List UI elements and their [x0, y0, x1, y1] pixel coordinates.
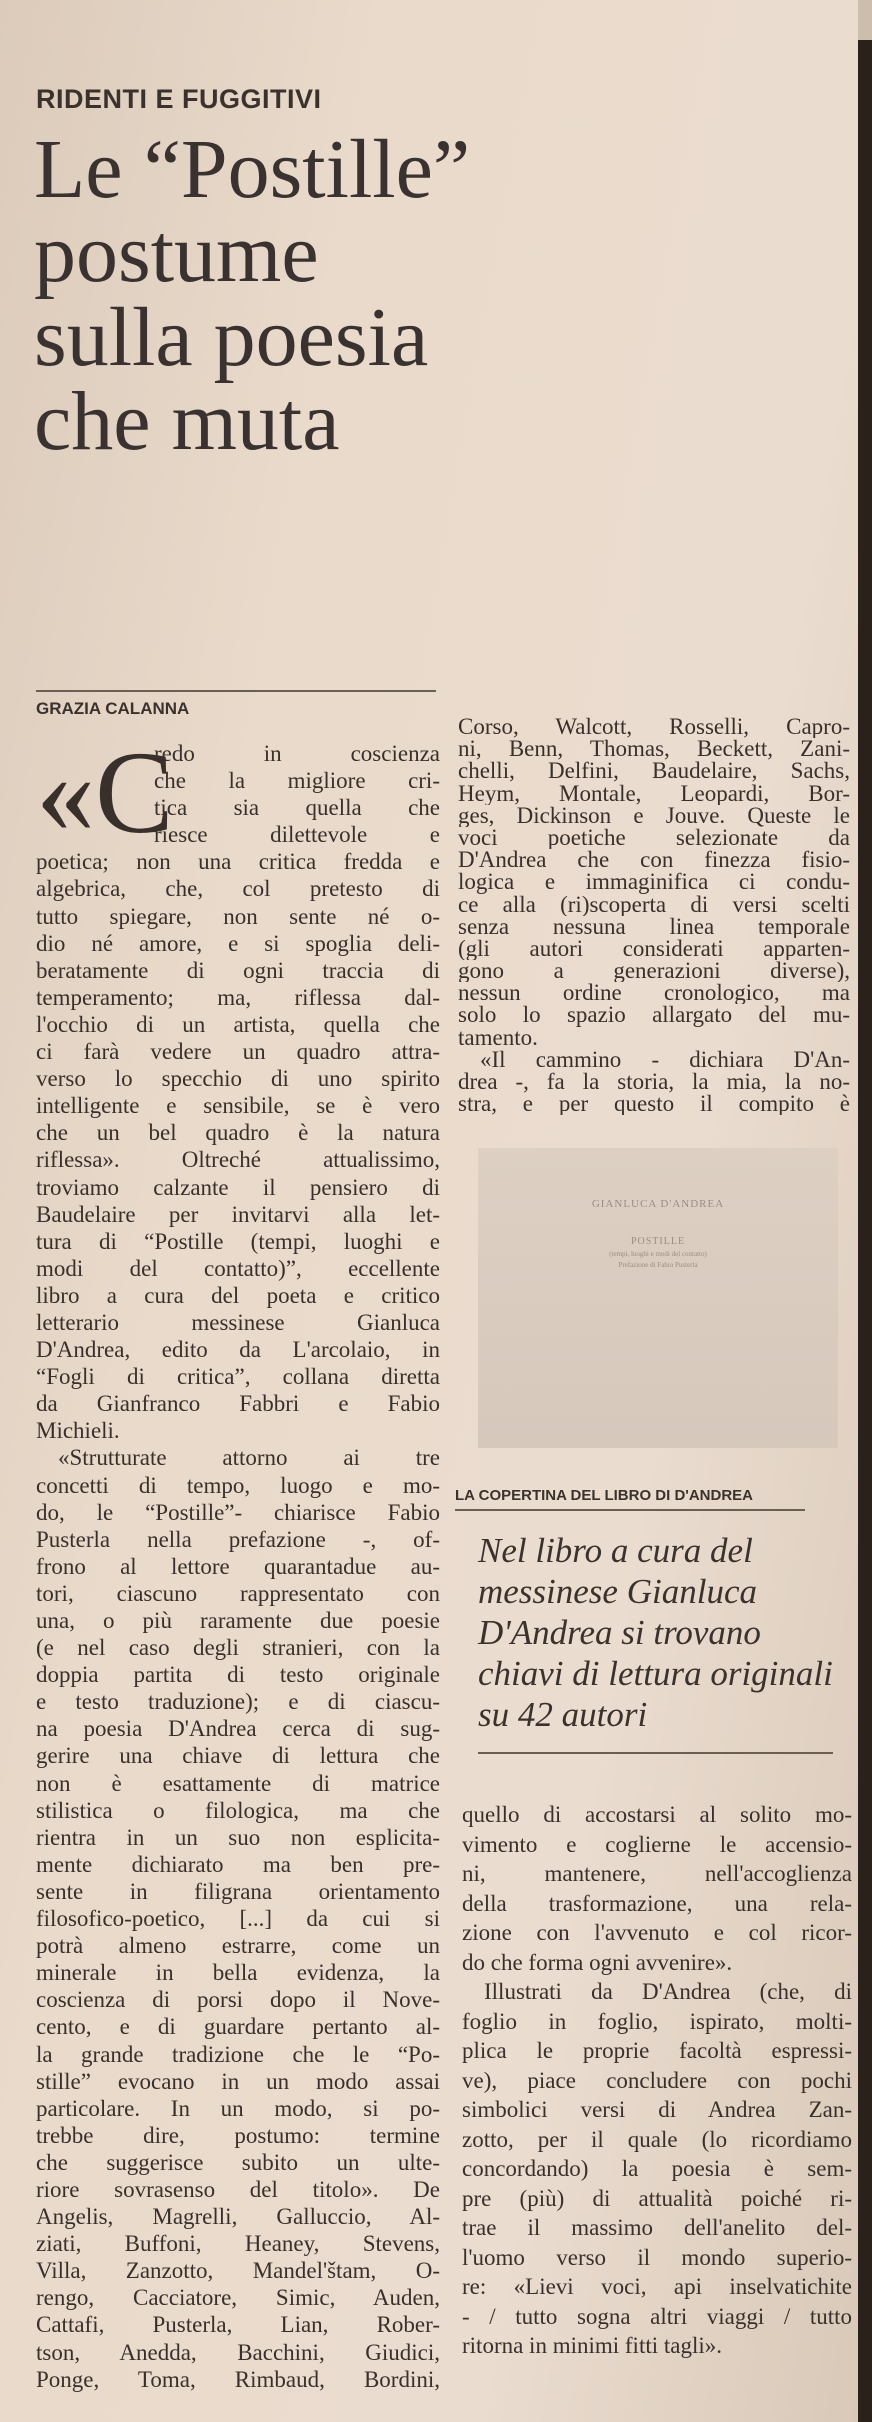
book-cover-image: [478, 1148, 838, 1448]
pull-quote: [478, 1530, 833, 1735]
text-line: solo lo spazio allargato del mu-: [458, 1004, 850, 1027]
text-line: gerire una chiave di lettura che: [36, 1743, 440, 1769]
text-line: Villa, Zanzotto, Mandel'štam, O-: [36, 2258, 440, 2284]
text-line: riore sovrasenso del titolo». De: [36, 2176, 440, 2202]
text-line: stra, e per questo il compito è: [458, 1093, 850, 1116]
text-line: la grande tradizione che le “Po-: [36, 2041, 440, 2067]
text-line: concordando) la poesia è sem-: [462, 2156, 852, 2181]
text-line: D'Andrea che con finezza fisio-: [458, 849, 850, 872]
text-line: do che forma ogni avvenire».: [462, 1949, 733, 1975]
text-line: potrà almeno estrarre, come un: [36, 1933, 440, 1959]
byline: GRAZIA CALANNA: [36, 699, 190, 718]
text-line: che suggerisce subito un ulte-: [36, 2149, 440, 2175]
text-line: redo in coscienza: [154, 741, 440, 766]
text-line: intelligente e sensibile, se è vero: [36, 1093, 440, 1119]
text-line: ni, mantenere, nell'accoglienza: [462, 1861, 852, 1886]
text-line: che un bel quadro è la natura: [36, 1120, 440, 1146]
text-line: pre (più) di attualità poiché ri-: [462, 2185, 852, 2211]
cover-author: GIANLUCA D'ANDREA: [591, 1198, 725, 1210]
text-line: tamento.: [458, 1026, 538, 1049]
text-line: da Gianfranco Fabbri e Fabio: [36, 1391, 440, 1417]
drop-cap: «C: [36, 727, 174, 858]
pull-quote-line: D'Andrea si trovano: [478, 1613, 761, 1652]
text-line: voci poetiche selezionate da: [458, 826, 850, 850]
text-line: D'Andrea, edito da L'arcolaio, in: [36, 1337, 440, 1363]
text-line: “Fogli di critica”, collana diretta: [36, 1364, 440, 1390]
text-line: cento, e di guardare pertanto al-: [36, 2014, 440, 2040]
text-line: «Il cammino - dichiara D'An-: [480, 1048, 850, 1071]
text-line: modi del contatto)”, eccellente: [36, 1255, 440, 1281]
cover-preface: Prefazione di Fabio Pusterla: [618, 1261, 698, 1269]
text-line: trae il massimo dell'anelito del-: [462, 2215, 852, 2240]
text-line: re: «Lievi voci, api inselvatichite: [462, 2274, 852, 2299]
pull-quote-rule: [478, 1752, 833, 1754]
text-line: tutto spiegare, non sente né o-: [36, 903, 440, 929]
text-line: rengo, Cacciatore, Simic, Auden,: [36, 2285, 440, 2311]
text-line: l'uomo verso il mondo superio-: [462, 2244, 852, 2270]
section-kicker: RIDENTI E FUGGITIVI: [36, 84, 322, 114]
right-column-bottom: [462, 1800, 852, 2361]
text-line: verso lo specchio di uno spirito: [36, 1066, 440, 1092]
text-line: tori, ciascuno rappresentato con: [36, 1580, 440, 1606]
headline-line: che muta: [34, 375, 340, 468]
text-line: riesce dilettevole e: [154, 822, 440, 848]
text-line: ci farà vedere un quadro attra-: [36, 1039, 440, 1065]
pull-quote-line: messinese Gianluca: [478, 1572, 757, 1611]
text-line: filosofico-poetico, [...] da cui si: [36, 1906, 440, 1932]
text-line: do, le “Postille”- chiarisce Fabio: [36, 1499, 440, 1525]
text-line: dio né amore, e si spoglia deli-: [36, 930, 440, 956]
text-line: Cattafi, Pusterla, Lian, Rober-: [36, 2312, 440, 2338]
text-line: Pusterla nella prefazione -, of-: [36, 1526, 440, 1552]
text-line: una, o più raramente due poesie: [36, 1608, 440, 1633]
text-line: Corso, Walcott, Rosselli, Capro-: [458, 716, 850, 739]
paragraph: [462, 1800, 852, 1977]
text-line: troviamo calzante il pensiero di: [36, 1174, 440, 1200]
paragraph: [36, 727, 440, 1444]
text-line: ve), piace concludere con pochi: [462, 2067, 852, 2093]
byline-rule: [36, 690, 436, 692]
text-line: minerale in bella evidenza, la: [36, 1960, 440, 1986]
text-line: trebbe dire, postumo: termine: [36, 2122, 440, 2148]
text-line: riflessa». Oltreché attualissimo,: [36, 1147, 440, 1173]
text-line: ziati, Buffoni, Heaney, Stevens,: [36, 2231, 440, 2257]
text-line: logica e immaginifica ci condu-: [458, 871, 850, 894]
text-line: algebrica, che, col pretesto di: [36, 876, 440, 902]
text-line: ritorna in minimi fitti tagli».: [462, 2333, 722, 2358]
text-line: na poesia D'Andrea cerca di sug-: [36, 1716, 440, 1742]
text-line: frono al lettore quarantadue au-: [36, 1553, 440, 1579]
text-line: doppia partita di testo originale: [36, 1662, 440, 1688]
pull-quote-line: su 42 autori: [478, 1695, 648, 1734]
text-line: zione con l'avvenuto e col ricor-: [462, 1920, 852, 1945]
text-line: libro a cura del poeta e critico: [36, 1282, 440, 1308]
headline-line: Le “Postille”: [34, 123, 471, 216]
text-line: vimento e coglierne le accensio-: [462, 1831, 852, 1857]
right-column-top: [458, 716, 850, 1115]
text-line: non è esattamente di matrice: [36, 1770, 440, 1796]
text-line: (e nel caso degli stranieri, con la: [36, 1635, 440, 1661]
text-line: plica le proprie facoltà espressi-: [462, 2038, 852, 2063]
text-line: particolare. In un modo, si po-: [36, 2095, 440, 2121]
headline-line: sulla poesia: [34, 291, 429, 384]
text-line: beratamente di ogni traccia di: [36, 957, 440, 983]
text-line: Ponge, Toma, Rimbaud, Bordini,: [36, 2366, 440, 2392]
text-line: ni, Benn, Thomas, Beckett, Zani-: [458, 738, 850, 761]
text-line: coscienza di porsi dopo il Nove-: [36, 1987, 440, 2013]
text-line: temperamento; ma, riflessa dal-: [36, 984, 440, 1010]
text-line: Illustrati da D'Andrea (che, di: [484, 1979, 852, 2004]
text-line: stilistica o filologica, ma che: [36, 1797, 440, 1823]
text-line: senza nessuna linea temporale: [458, 915, 850, 938]
headline-line: postume: [34, 207, 319, 300]
text-line: gono a generazioni diverse),: [458, 960, 850, 983]
text-line: nessun ordine cronologico, ma: [458, 982, 850, 1005]
text-line: simbolici versi di Andrea Zan-: [462, 2097, 852, 2122]
caption-rule: [455, 1509, 805, 1511]
text-line: - / tutto sogna altri viaggi / tutto: [462, 2303, 852, 2329]
text-line: Michieli.: [36, 1418, 120, 1444]
paragraph: [462, 1977, 852, 2361]
text-line: zotto, per il quale (lo ricordiamo: [462, 2126, 852, 2152]
text-line: concetti di tempo, luogo e mo-: [36, 1472, 440, 1498]
left-column: [36, 727, 440, 2393]
paragraph: [458, 716, 850, 1049]
text-line: l'occhio di un artista, quella che: [36, 1011, 440, 1037]
text-line: stille” evocano in un modo assai: [36, 2068, 440, 2094]
text-line: ce alla (ri)scoperta di versi scelti: [458, 893, 850, 916]
text-line: e testo traduzione); e di ciascu-: [36, 1689, 440, 1715]
text-line: chelli, Delfini, Baudelaire, Sachs,: [458, 760, 850, 783]
headline: [34, 123, 471, 468]
paragraph: [36, 1444, 440, 2392]
text-line: «Strutturate attorno ai tre: [58, 1445, 440, 1471]
text-line: tura di “Postille (tempi, luoghi e: [36, 1228, 440, 1254]
text-line: drea -, fa la storia, la mia, la no-: [458, 1071, 850, 1094]
image-caption: LA COPERTINA DEL LIBRO DI D'ANDREA: [455, 1487, 754, 1504]
text-line: Angelis, Magrelli, Galluccio, Al-: [36, 2204, 440, 2230]
text-line: Baudelaire per invitarvi alla let-: [36, 1201, 440, 1227]
text-line: quello di accostarsi al solito mo-: [462, 1802, 852, 1827]
text-line: tson, Anedda, Bacchini, Giudici,: [36, 2339, 440, 2365]
pull-quote-line: Nel libro a cura del: [478, 1531, 753, 1570]
text-line: sente in filigrana orientamento: [36, 1878, 440, 1904]
text-line: della trasformazione, una rela-: [462, 1890, 852, 1916]
paragraph: [458, 1049, 850, 1116]
text-line: ges, Dickinson e Jouve. Queste le: [458, 804, 850, 827]
cover-subtitle: (tempi, luoghi e modi del contatto): [609, 1250, 707, 1258]
text-line: che la migliore cri-: [154, 768, 440, 794]
text-line: mente dichiarato ma ben pre-: [36, 1851, 440, 1877]
text-line: Heym, Montale, Leopardi, Bor-: [458, 782, 850, 805]
text-line: poetica; non una critica fredda e: [36, 849, 440, 875]
text-line: (gli autori considerati apparten-: [458, 937, 850, 961]
pull-quote-line: chiavi di lettura originali: [478, 1654, 833, 1693]
text-line: rientra in un suo non esplicita-: [36, 1824, 440, 1850]
text-line: foglio in foglio, ispirato, molti-: [462, 2008, 852, 2034]
text-line: letterario messinese Gianluca: [36, 1309, 440, 1335]
text-line: tica sia quella che: [154, 795, 440, 821]
cover-title: POSTILLE: [630, 1236, 686, 1247]
